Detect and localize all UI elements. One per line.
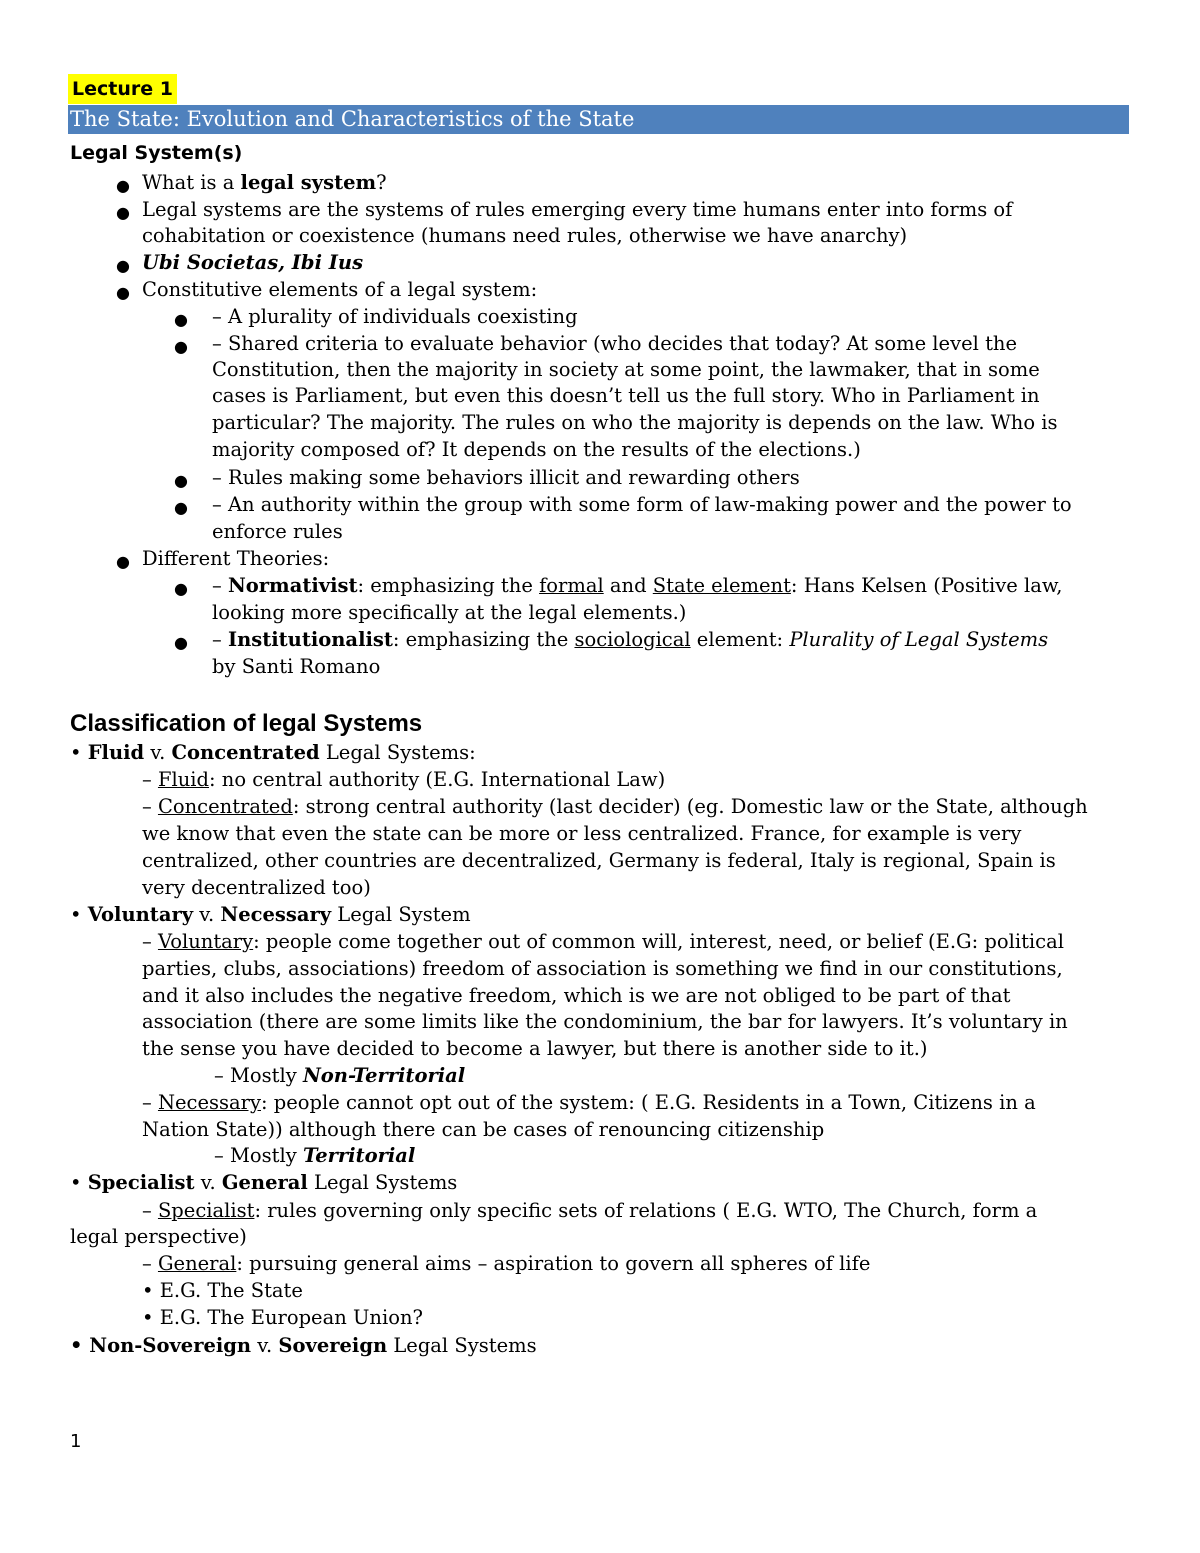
- sub-plurality: – A plurality of individuals coexisting: [212, 305, 578, 328]
- sub-normativist-l1: – Normativist: emphasizing the formal and State element: Hans Kelsen (Positive law,: [212, 574, 1063, 597]
- bullet-icon: ●: [116, 552, 130, 571]
- sub-shared-criteria-l3: cases is Parliament, but even this doesn’t tell us the full story. Who in Parliament in: [212, 384, 1040, 407]
- concentrated-def-l4: very decentralized too): [142, 876, 371, 899]
- bullet-icon: ●: [116, 203, 130, 222]
- fluid-vs-concentrated: • Fluid v. Concentrated Legal Systems:: [70, 741, 476, 764]
- sub-shared-criteria-l5: majority composed of? It depends on the results of the elections.): [212, 438, 861, 461]
- concentrated-def-l3: centralized, other countries are decentralized, Germany is federal, Italy is regional, Spain is: [142, 849, 1056, 872]
- page-number: 1: [70, 1431, 82, 1452]
- bullet-icon: ●: [174, 337, 188, 356]
- voluntary-def-l5: the sense you have decided to become a lawyer, but there is another side to it.): [142, 1037, 928, 1060]
- example-eu: • E.G. The European Union?: [142, 1306, 423, 1329]
- bullet-icon: ●: [174, 310, 188, 329]
- sub-institutionalist-l1: – Institutionalist: emphasizing the sociological element: Plurality of Legal Systems: [212, 628, 1049, 651]
- voluntary-def-l3: and it also includes the negative freedom, which is we are not obliged to be part of that: [142, 984, 1011, 1007]
- bullet-icon: ●: [174, 633, 188, 652]
- necessary-def-l2: Nation State)) although there can be cases of renouncing citizenship: [142, 1118, 825, 1141]
- example-state: • E.G. The State: [142, 1279, 303, 1302]
- specialist-def-l2: legal perspective): [70, 1225, 247, 1248]
- concentrated-def-l1: – Concentrated: strong central authority (last decider) (eg. Domestic law or the State, although: [142, 795, 1088, 818]
- specialist-vs-general: • Specialist v. General Legal Systems: [70, 1171, 458, 1194]
- sub-rules: – Rules making some behaviors illicit and rewarding others: [212, 466, 800, 489]
- bullet-what-is: What is a legal system?: [142, 171, 387, 194]
- voluntary-def-l2: parties, clubs, associations) freedom of association is something we find in our constitutions,: [142, 957, 1063, 980]
- bullet-latin-maxim: Ubi Societas, Ibi Ius: [142, 251, 364, 274]
- sub-shared-criteria-l1: – Shared criteria to evaluate behavior (who decides that today? At some level the: [212, 332, 1018, 355]
- bullet-definition-line1: Legal systems are the systems of rules emerging every time humans enter into forms of: [142, 198, 1013, 221]
- bullet-icon: ●: [116, 176, 130, 195]
- sub-normativist-l2: looking more specifically at the legal elements.): [212, 601, 687, 624]
- necessary-def-l1: – Necessary: people cannot opt out of the system: ( E.G. Residents in a Town, Citizens in a: [142, 1091, 1036, 1114]
- mostly-territorial: – Mostly Territorial: [214, 1144, 416, 1167]
- general-def: – General: pursuing general aims – aspiration to govern all spheres of life: [142, 1252, 871, 1275]
- bullet-icon: ●: [174, 498, 188, 517]
- bullet-constitutive: Constitutive elements of a legal system:: [142, 278, 538, 301]
- voluntary-vs-necessary: • Voluntary v. Necessary Legal System: [70, 903, 471, 926]
- fluid-def: – Fluid: no central authority (E.G. International Law): [142, 768, 666, 791]
- lecture-heading: Lecture 1: [68, 74, 177, 104]
- bullet-icon: ●: [174, 579, 188, 598]
- bullet-definition-line2: cohabitation or coexistence (humans need rules, otherwise we have anarchy): [142, 224, 908, 247]
- legal-systems-heading: Legal System(s): [70, 142, 243, 164]
- bullet-icon: ●: [116, 256, 130, 275]
- concentrated-def-l2: we know that even the state can be more or less centralized. France, for example is very: [142, 822, 1022, 845]
- sub-authority-l2: enforce rules: [212, 520, 343, 543]
- mostly-non-territorial: – Mostly Non-Territorial: [214, 1064, 466, 1087]
- classification-heading: Classification of legal Systems: [70, 710, 423, 737]
- voluntary-def-l4: association (there are some limits like the condominium, the bar for lawyers. It’s voluntary in: [142, 1010, 1068, 1033]
- bullet-theories: Different Theories:: [142, 547, 330, 570]
- voluntary-def-l1: – Voluntary: people come together out of common will, interest, need, or belief (E.G: political: [142, 930, 1064, 953]
- sub-shared-criteria-l4: particular? The majority. The rules on who the majority is depends on the law. Who is: [212, 411, 1058, 434]
- non-sovereign-vs-sovereign: • Non-Sovereign v. Sovereign Legal Systems: [70, 1334, 537, 1357]
- bullet-icon: ●: [116, 283, 130, 302]
- sub-institutionalist-l2: by Santi Romano: [212, 655, 381, 678]
- specialist-def-l1: – Specialist: rules governing only specific sets of relations ( E.G. WTO, The Church, form a: [142, 1199, 1038, 1222]
- section-title-bar: The State: Evolution and Characteristics of the State: [68, 105, 1129, 134]
- sub-authority-l1: – An authority within the group with some form of law-making power and the power to: [212, 493, 1072, 516]
- sub-shared-criteria-l2: Constitution, then the majority in society at some point, the lawmaker, that in some: [212, 358, 1040, 381]
- bullet-icon: ●: [174, 471, 188, 490]
